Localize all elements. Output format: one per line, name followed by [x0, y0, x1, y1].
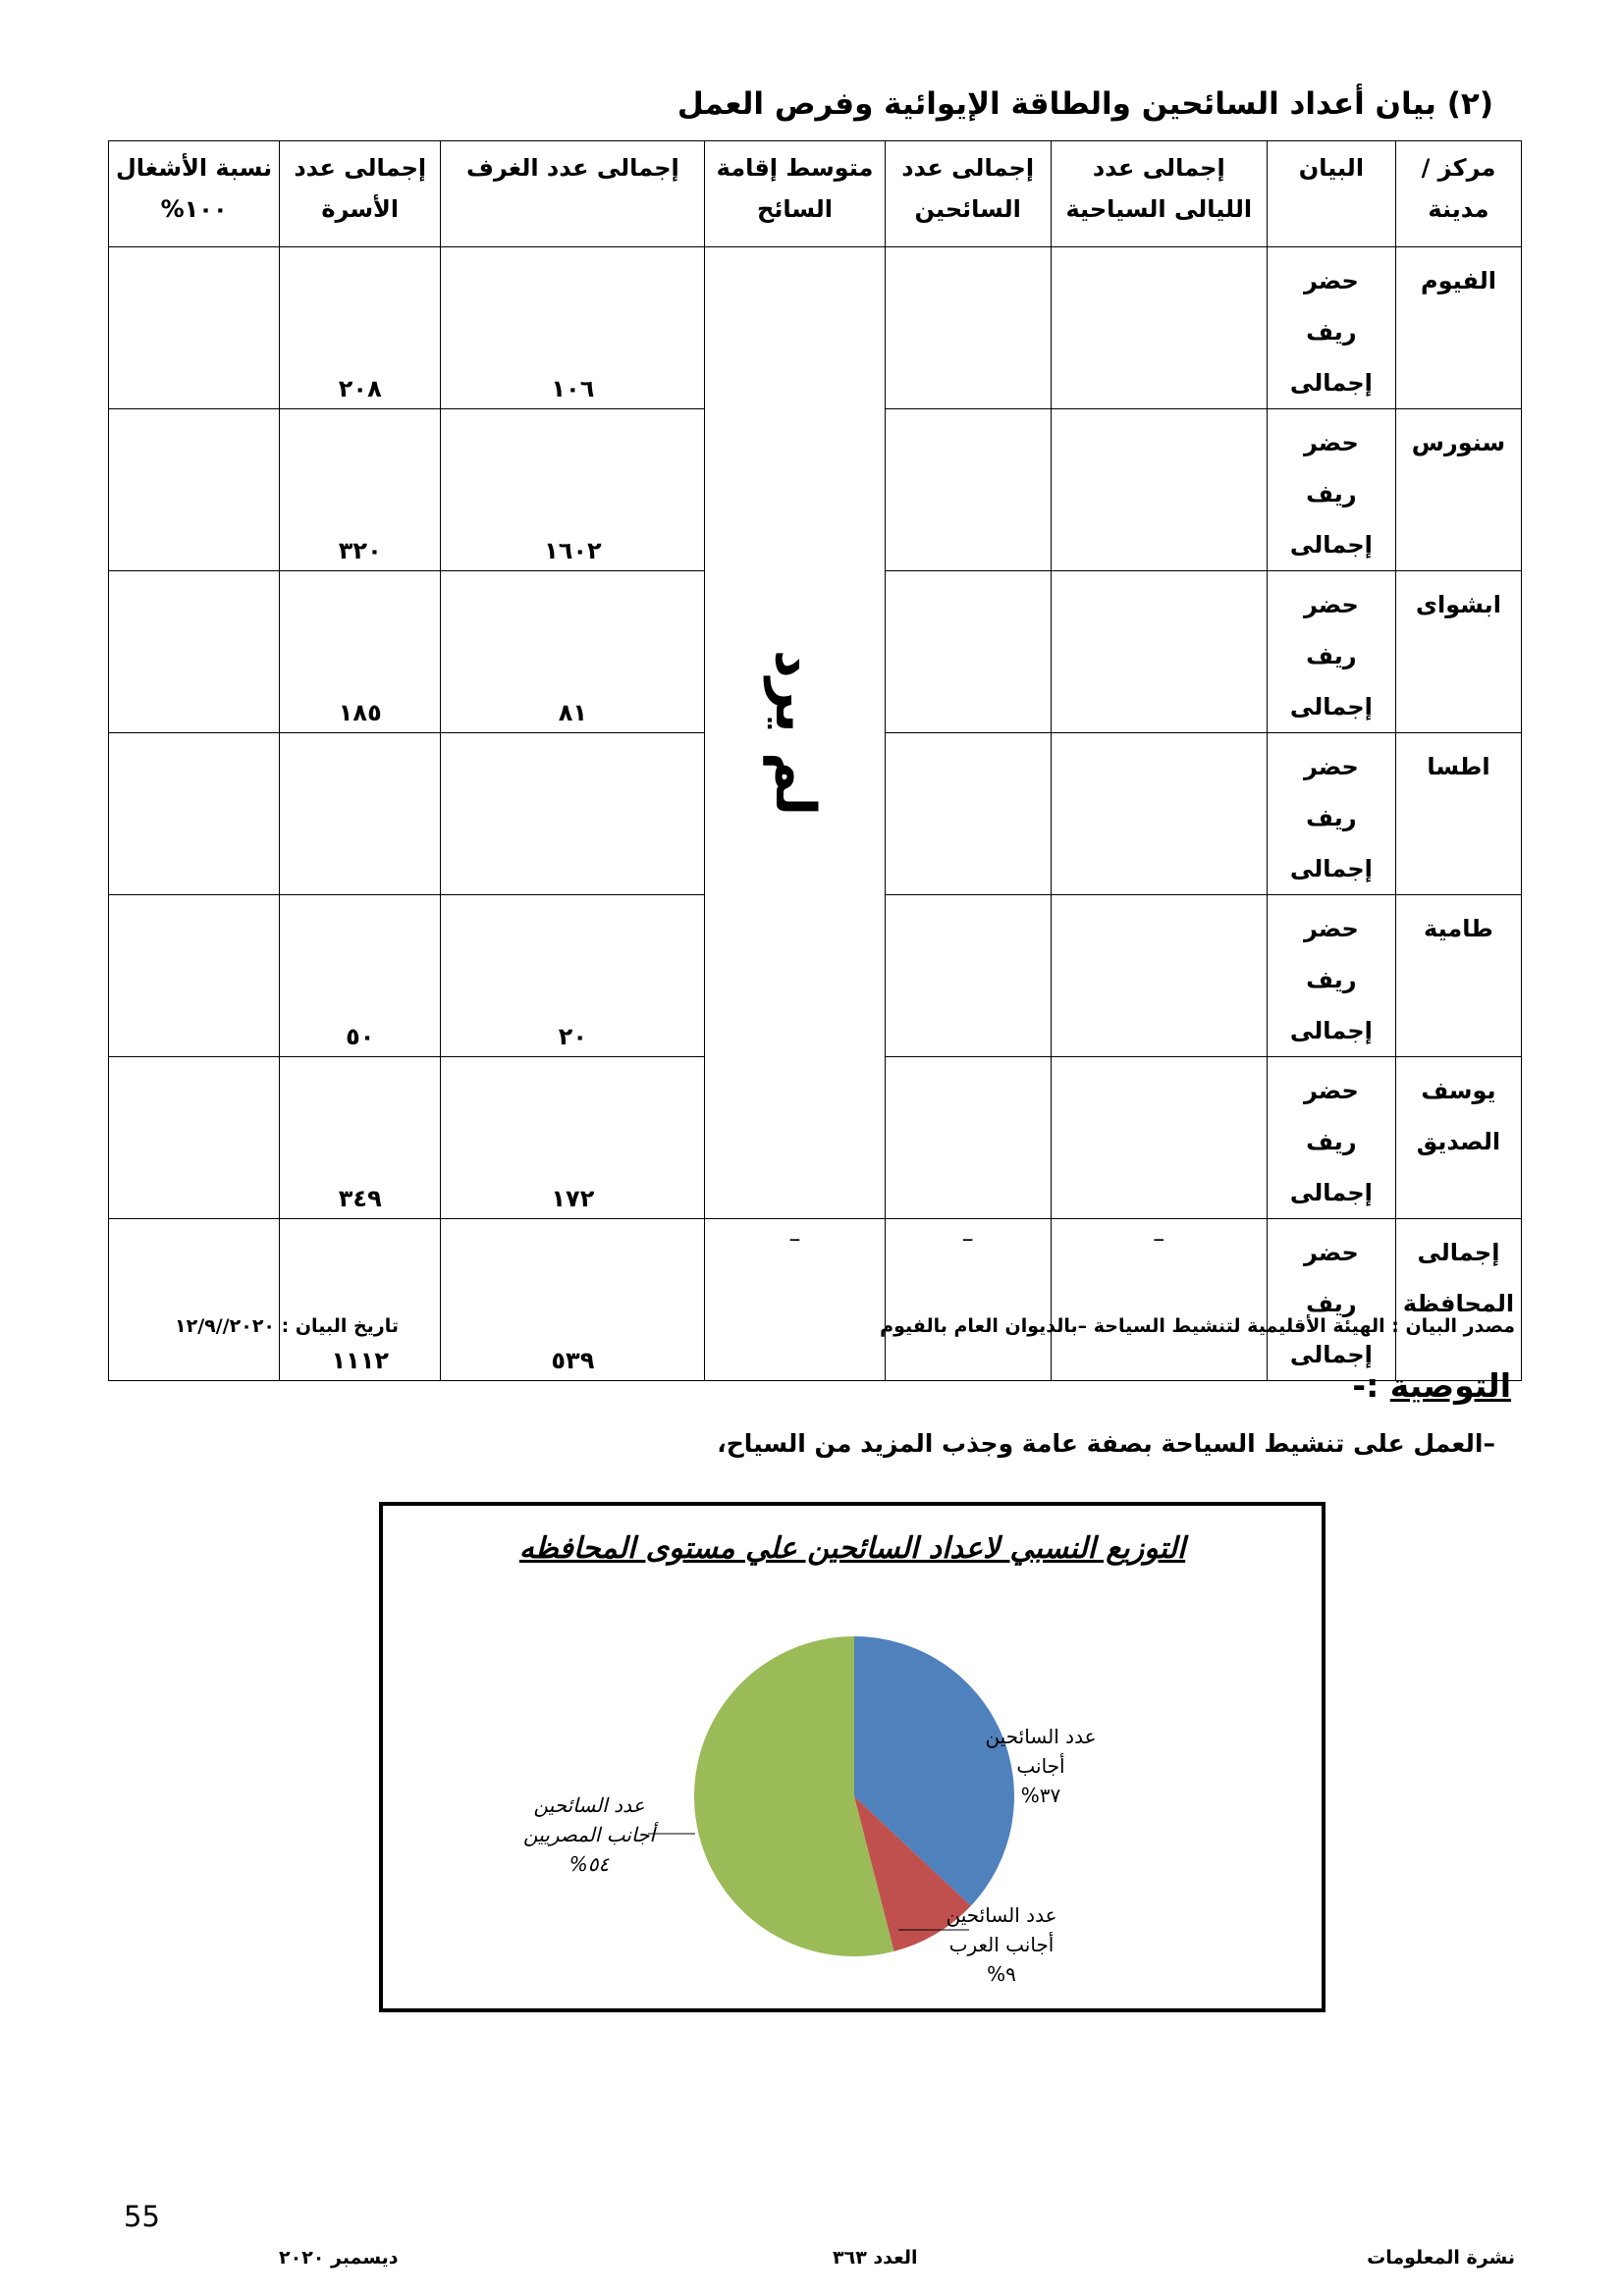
- stat-rural: ريف: [1306, 1290, 1357, 1317]
- row-city: ابشواى: [1415, 591, 1501, 618]
- row-stat-labels: [1268, 1057, 1395, 1218]
- header-nights: إجمالى عدد الليالى السياحية: [1051, 141, 1267, 247]
- stat-total: إجمالى: [1289, 693, 1373, 721]
- stat-total: إجمالى: [1289, 369, 1373, 397]
- tourism-table: [108, 140, 1522, 1381]
- row-stat-labels: [1268, 409, 1395, 570]
- footer-publication: نشرة المعلومات: [1367, 2247, 1515, 2269]
- stat-rural: ريف: [1306, 1128, 1357, 1155]
- pie-label: عدد السائحين أجانب ٣٧%: [985, 1725, 1097, 1807]
- total-avg-stay: –: [788, 1225, 801, 1253]
- stat-urban: حضر: [1303, 753, 1359, 780]
- header-occupancy: نسبة الأشغال ١٠٠%: [109, 141, 280, 247]
- total-tourists: –: [961, 1225, 974, 1253]
- stat-total: إجمالى: [1289, 1017, 1373, 1044]
- row-beds: [280, 733, 440, 894]
- recommendation-text: –العمل على تنشيط السياحة بصفة عامة وجذب المزيد من السياح،: [717, 1429, 1495, 1458]
- page-heading: (٢) بيان أعداد السائحين والطاقة الإيوائية وفرص العمل: [676, 86, 1493, 122]
- total-nights: –: [1153, 1225, 1165, 1253]
- merged-not-received-cell: [705, 247, 885, 1219]
- pie-label: عدد السائحين أجانب العرب ٩%: [946, 1903, 1057, 1986]
- row-city: اطسا: [1427, 753, 1490, 780]
- stat-rural: ريف: [1306, 318, 1357, 346]
- stat-urban: حضر: [1303, 1239, 1359, 1266]
- row-beds: ١٨٥: [338, 699, 382, 726]
- row-city: يوسف الصديق: [1416, 1077, 1501, 1155]
- chart-title: التوزيع النسبي لاعداد السائحين علي مستوى المحافظه: [518, 1531, 1186, 1566]
- stat-rural: ريف: [1306, 642, 1357, 669]
- row-rooms: ٨١: [558, 699, 588, 726]
- row-stat-labels: [1268, 247, 1395, 408]
- stat-total: إجمالى: [1289, 531, 1373, 559]
- header-avg-stay: متوسط إقامة السائح: [705, 141, 885, 247]
- recommendation-title: التوصية: [1389, 1366, 1511, 1405]
- row-stat-labels: [1268, 571, 1395, 732]
- total-label: إجمالى المحافظة: [1402, 1239, 1515, 1317]
- row-beds: ٥٠: [346, 1023, 375, 1050]
- row-beds: ٣٤٩: [338, 1185, 382, 1212]
- row-rooms: ٢٠: [558, 1023, 588, 1050]
- row-city: الفيوم: [1420, 267, 1496, 294]
- table-total-row: [109, 1219, 1522, 1381]
- pie-chart-box: [379, 1502, 1325, 2012]
- stat-urban: حضر: [1303, 429, 1359, 456]
- not-received-text: لم يرد: [763, 649, 828, 817]
- table-header-row: [109, 141, 1522, 247]
- footer-issue: العدد ٣٦٣: [833, 2247, 918, 2269]
- footer-date: ديسمبر ٢٠٢٠: [279, 2247, 399, 2269]
- stat-urban: حضر: [1303, 1077, 1359, 1104]
- row-rooms: ١٧٢: [551, 1185, 595, 1212]
- recommendation-suffix: :-: [1352, 1366, 1390, 1405]
- page-number: 55: [124, 2200, 160, 2233]
- row-rooms: ١٦٠٢: [544, 537, 602, 564]
- stat-rural: ريف: [1306, 804, 1357, 831]
- row-beds: ٢٠٨: [338, 375, 382, 402]
- stat-urban: حضر: [1303, 267, 1359, 294]
- total-beds: ١١١٢: [331, 1347, 390, 1374]
- header-center: مركز / مدينة: [1395, 141, 1521, 247]
- header-beds: إجمالى عدد الأسرة: [280, 141, 441, 247]
- data-date: تاريخ البيان : ٢٠٢٠//١٢/٩: [175, 1315, 400, 1337]
- pie-label: عدد السائحين أجانب المصريين ٥٤%: [523, 1793, 655, 1876]
- table-row: [109, 247, 1522, 409]
- stat-total: إجمالى: [1289, 1179, 1373, 1206]
- header-rooms: إجمالى عدد الغرف: [441, 141, 705, 247]
- row-stat-labels: [1268, 1219, 1395, 1380]
- total-rooms: ٥٣٩: [551, 1347, 595, 1374]
- stat-rural: ريف: [1306, 966, 1357, 993]
- row-rooms: ١٠٦: [551, 375, 595, 402]
- row-stat-labels: [1268, 733, 1395, 894]
- row-beds: ٣٢٠: [338, 537, 382, 564]
- data-source: مصدر البيان : الهيئة الأقليمية لتنشيط السياحة –بالديوان العام بالفيوم: [880, 1315, 1515, 1337]
- stat-rural: ريف: [1306, 480, 1357, 507]
- row-stat-labels: [1268, 895, 1395, 1056]
- pie-chart: [383, 1506, 1322, 2008]
- stat-total: إجمالى: [1289, 855, 1373, 882]
- stat-urban: حضر: [1303, 591, 1359, 618]
- row-city: طامية: [1424, 915, 1493, 942]
- row-rooms: [441, 733, 704, 894]
- stat-urban: حضر: [1303, 915, 1359, 942]
- stat-total: إجمالى: [1289, 1341, 1373, 1368]
- row-city: سنورس: [1411, 429, 1506, 456]
- recommendation-heading: [1352, 1366, 1511, 1405]
- header-tourists: إجمالى عدد السائحين: [885, 141, 1051, 247]
- header-statement: البيان: [1267, 141, 1395, 247]
